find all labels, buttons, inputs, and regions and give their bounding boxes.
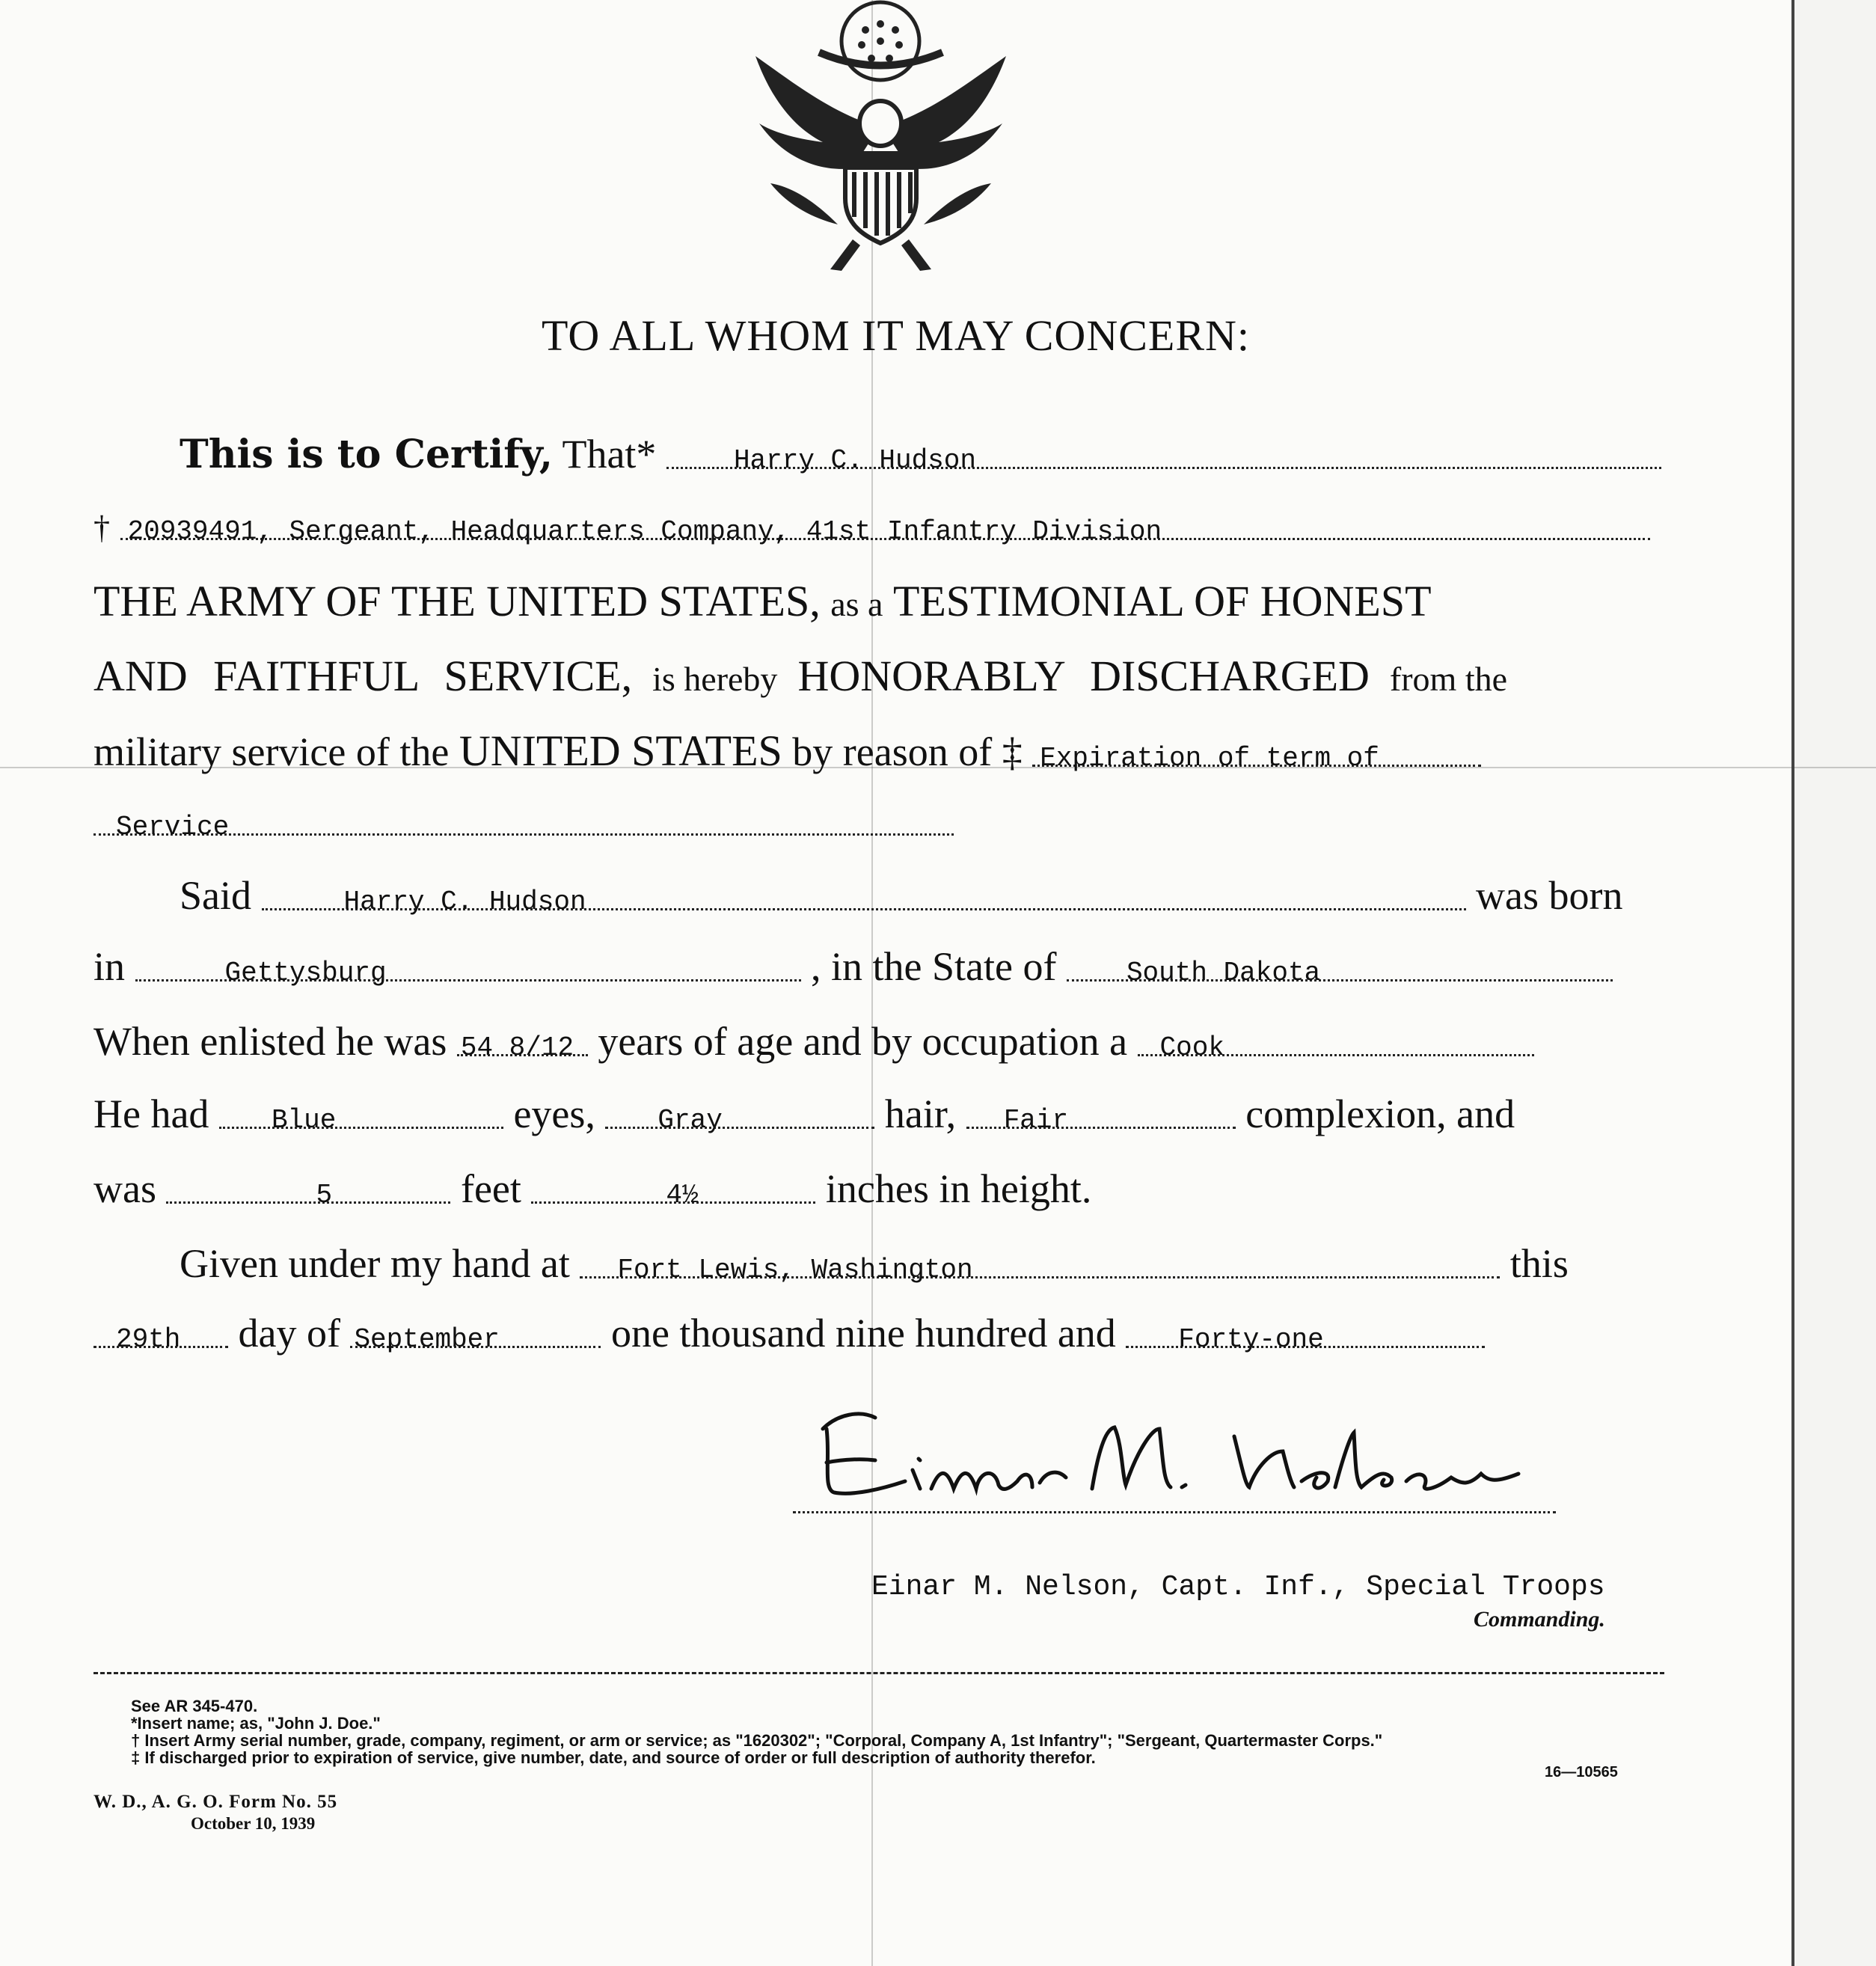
age-field: 54 8/12 (457, 1027, 588, 1056)
occupation-field: Cook (1138, 1027, 1534, 1056)
footnote-serial: † Insert Army serial number, grade, company, regiment, or arm or service; as "1620302"; "Corporal, Company A, 1st Infantry"; "Sergeant, Quartermaster Corps." (131, 1731, 1383, 1750)
from-the-text: from the (1389, 660, 1508, 698)
certify-lead: This is to Certify, (180, 432, 553, 477)
faithful-text: AND FAITHFUL SERVICE, (94, 652, 633, 700)
print-code: 16—10565 (1545, 1764, 1618, 1780)
faithful-row (94, 652, 1508, 700)
serial-grade-unit-field: 20939491, Sergeant, Headquarters Company, 41st Infantry Division (120, 511, 1650, 540)
was-text: was (94, 1166, 156, 1211)
reason-text: by reason of ‡ (792, 729, 1023, 774)
date-row (94, 1313, 1485, 1356)
form-number: W. D., A. G. O. Form No. 55 (94, 1792, 338, 1812)
month-field: September (350, 1319, 601, 1348)
dagger-mark: † (94, 509, 110, 546)
given-row (94, 1243, 1569, 1286)
handwritten-signature (793, 1399, 1556, 1511)
given-text: Given under my hand at (180, 1241, 570, 1286)
footnote-ar: See AR 345-470. (131, 1697, 258, 1715)
day-of-text: day of (238, 1311, 340, 1356)
day-field: 29th (94, 1319, 228, 1348)
state-label: , in the State of (811, 944, 1057, 989)
birthplace-field: Gettysburg (135, 952, 801, 982)
complexion-field: Fair (966, 1100, 1236, 1129)
in-text: in (94, 944, 126, 989)
certify-that: That* (562, 432, 657, 477)
enlisted-row (94, 1021, 1534, 1064)
military-row (94, 726, 1481, 775)
serial-row (94, 505, 1650, 548)
feet-label: feet (460, 1166, 521, 1211)
signature-line (793, 1399, 1556, 1513)
year-field: Forty-one (1126, 1319, 1485, 1348)
complexion-label: complexion, and (1245, 1091, 1515, 1136)
certify-row (94, 434, 1661, 477)
military-text: military service of the (94, 729, 450, 774)
was-born-text: was born (1476, 873, 1623, 918)
enlisted-text: When enlisted he was (94, 1019, 447, 1064)
soldier-name-field: Harry C. Hudson (666, 440, 1661, 469)
eyes-label: eyes, (513, 1091, 595, 1136)
army-row (94, 577, 1432, 625)
reason-continuation-row (94, 800, 954, 843)
said-text: Said (180, 873, 252, 918)
said-row (94, 875, 1622, 918)
commanding-label: Commanding. (1474, 1607, 1605, 1632)
this-text: this (1509, 1241, 1569, 1286)
place-field: Fort Lewis, Washington (580, 1249, 1500, 1278)
reason-field-line1: Expiration of term of (1032, 738, 1481, 767)
eagle-seal-icon (741, 0, 1017, 281)
hair-field: Gray (605, 1100, 874, 1129)
army-text: THE ARMY OF THE UNITED STATES, (94, 577, 821, 625)
as-a-text: as a (830, 585, 883, 623)
hereby-text: is hereby (652, 660, 778, 698)
form-date: October 10, 1939 (191, 1814, 316, 1833)
reason-field-line2: Service (94, 806, 954, 836)
inches-label: inches in height. (825, 1166, 1092, 1211)
height-row (94, 1166, 1092, 1211)
years-age-text: years of age and by occupation a (598, 1019, 1128, 1064)
hair-label: hair, (884, 1091, 957, 1136)
state-field: South Dakota (1067, 952, 1613, 982)
commanding-officer-name: Einar M. Nelson, Capt. Inf., Special Troops (871, 1571, 1605, 1603)
testimonial-text: TESTIMONIAL OF HONEST (892, 577, 1432, 625)
feet-field: 5 (166, 1175, 450, 1204)
birthplace-row (94, 946, 1613, 989)
certificate-heading: TO ALL WHOM IT MAY CONCERN: (541, 311, 1250, 360)
footer-divider (94, 1672, 1664, 1674)
inches-field: 4½ (531, 1175, 815, 1204)
he-had-text: He had (94, 1091, 209, 1136)
appearance-row (94, 1091, 1515, 1136)
honorably-discharged-text: HONORABLY DISCHARGED (797, 652, 1370, 700)
footnote-name: *Insert name; as, "John J. Doe." (131, 1714, 381, 1733)
said-name-field: Harry C. Hudson (262, 881, 1466, 910)
united-states-text: UNITED STATES (459, 726, 782, 775)
year-text: one thousand nine hundred and (610, 1311, 1116, 1356)
eyes-field: Blue (219, 1100, 503, 1129)
footnote-discharge: ‡ If discharged prior to expiration of service, give number, date, and source of order or full description of authority therefor. (131, 1748, 1096, 1767)
